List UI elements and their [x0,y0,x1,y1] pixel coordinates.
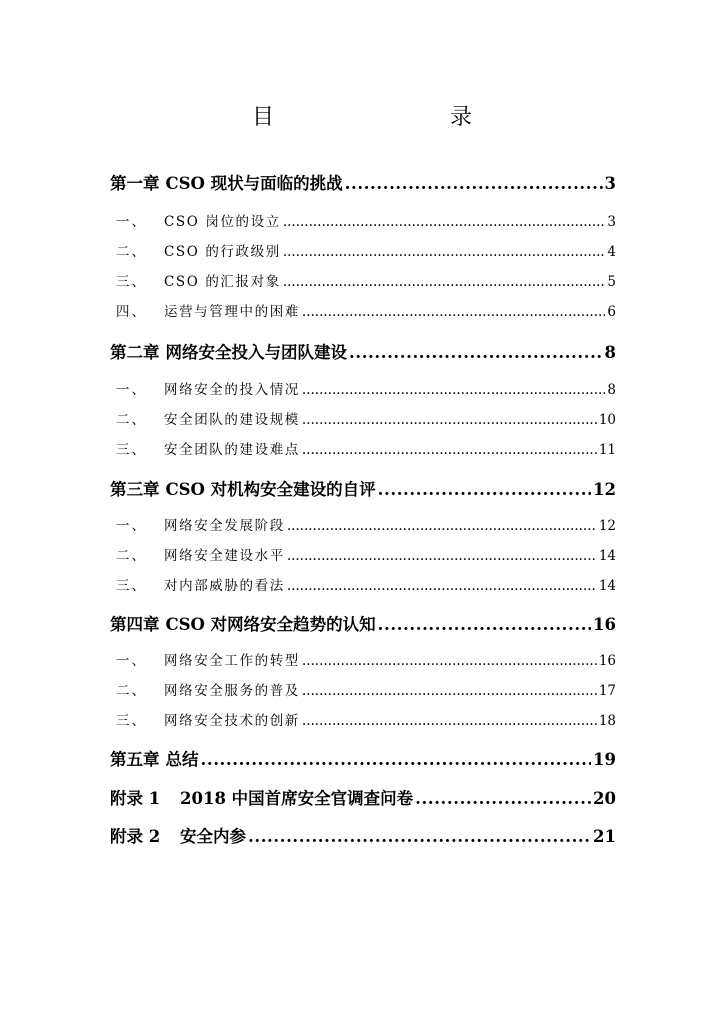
toc-section[interactable] [110,210,616,230]
toc-chapter-2[interactable] [110,339,616,363]
toc-label: 网络安全工作的转型 [164,653,300,669]
toc-section[interactable] [110,378,616,398]
toc-appendix-1[interactable] [110,785,616,809]
toc-section[interactable] [110,300,616,320]
toc-label: 运营与管理中的困难 [164,304,300,320]
toc-label: 网络安全技术的创新 [164,713,300,729]
dot-leader [345,174,603,193]
toc-label: 安全内参 [180,827,246,846]
dot-leader [302,304,606,320]
toc-section[interactable] [110,544,616,564]
dot-leader [283,274,606,290]
toc-number: 三、 [116,274,147,290]
toc-page: 17 [598,683,616,699]
toc-page: 6 [607,304,616,320]
dot-leader [349,343,603,362]
dot-leader [302,442,597,458]
toc-section[interactable] [110,408,616,428]
toc-number: 二、 [116,683,147,699]
toc-section[interactable] [110,438,616,458]
toc-appendix-2[interactable] [110,823,616,847]
dot-leader [283,244,606,260]
toc-page: 3 [604,174,616,193]
toc-number: 第二章 [110,343,160,362]
toc-chapter-5[interactable] [110,746,616,770]
toc-section[interactable] [110,574,616,594]
toc-page: 10 [598,412,616,428]
toc-number: 附录 1 [110,789,161,808]
toc-page: 14 [598,548,616,564]
toc-number: 附录 2 [110,827,161,846]
dot-leader [302,713,597,729]
toc-page: 21 [593,827,616,846]
toc-page: 20 [593,789,616,808]
toc-number: 第三章 [110,480,160,499]
toc-label: CSO 现状与面临的挑战 [165,174,343,193]
toc-number: 一、 [116,653,147,669]
toc-label: CSO 岗位的设立 [164,214,281,230]
toc-page: 11 [598,442,616,458]
dot-leader [302,412,597,428]
page-title: 目 录 [251,105,516,130]
toc-number: 二、 [116,548,147,564]
toc-number: 一、 [116,518,147,534]
toc-chapter-3[interactable] [110,476,616,500]
toc-number: 四、 [116,304,147,320]
toc-page: 14 [598,578,616,594]
toc-number: 三、 [116,578,147,594]
toc-chapter-1[interactable] [110,170,616,194]
toc-section[interactable] [110,649,616,669]
toc-page: 16 [598,653,616,669]
toc-label: CSO 的行政级别 [164,244,281,260]
toc-section[interactable] [110,240,616,260]
toc-label: 对内部威胁的看法 [164,578,285,594]
toc-label: 安全团队的建设规模 [164,412,300,428]
toc-number: 二、 [116,244,147,260]
toc-label: 网络安全的投入情况 [164,382,300,398]
dot-leader [287,518,597,534]
toc-page: 3 [607,214,616,230]
dot-leader [378,615,591,634]
toc-number: 一、 [116,382,147,398]
dot-leader [415,789,591,808]
dot-leader [302,683,597,699]
toc-number: 第四章 [110,615,160,634]
toc-label: 网络安全发展阶段 [164,518,285,534]
dot-leader [302,653,597,669]
dot-leader [378,480,591,499]
toc-section[interactable] [110,709,616,729]
toc-label: 网络安全投入与团队建设 [165,343,347,362]
dot-leader [201,750,592,769]
toc-page: 12 [593,480,616,499]
toc-label: 2018 中国首席安全官调查问卷 [180,789,414,808]
toc-number: 三、 [116,713,147,729]
toc-label: CSO 对网络安全趋势的认知 [165,615,376,634]
toc-page: 4 [607,244,616,260]
toc-section[interactable] [110,270,616,290]
toc-label: 总结 [165,750,199,769]
dot-leader [287,548,597,564]
toc-number: 一、 [116,214,147,230]
dot-leader [302,382,606,398]
toc-number: 第一章 [110,174,160,193]
toc-label: 网络安全建设水平 [164,548,285,564]
toc-label: CSO 对机构安全建设的自评 [165,480,376,499]
toc-page: 8 [604,343,616,362]
toc-page: 16 [593,615,616,634]
toc-label: CSO 的汇报对象 [164,274,281,290]
dot-leader [283,214,606,230]
toc-page: 18 [598,713,616,729]
toc-page: 5 [607,274,616,290]
toc-page: 12 [598,518,616,534]
toc-number: 二、 [116,412,147,428]
toc-section[interactable] [110,679,616,699]
toc-label: 网络安全服务的普及 [164,683,300,699]
toc-page: 19 [593,750,616,769]
toc-section[interactable] [110,514,616,534]
toc-chapter-4[interactable] [110,611,616,635]
toc-number: 三、 [116,442,147,458]
dot-leader [287,578,597,594]
toc-number: 第五章 [110,750,160,769]
toc-label: 安全团队的建设难点 [164,442,300,458]
dot-leader [248,827,591,846]
toc-page: 8 [607,382,616,398]
